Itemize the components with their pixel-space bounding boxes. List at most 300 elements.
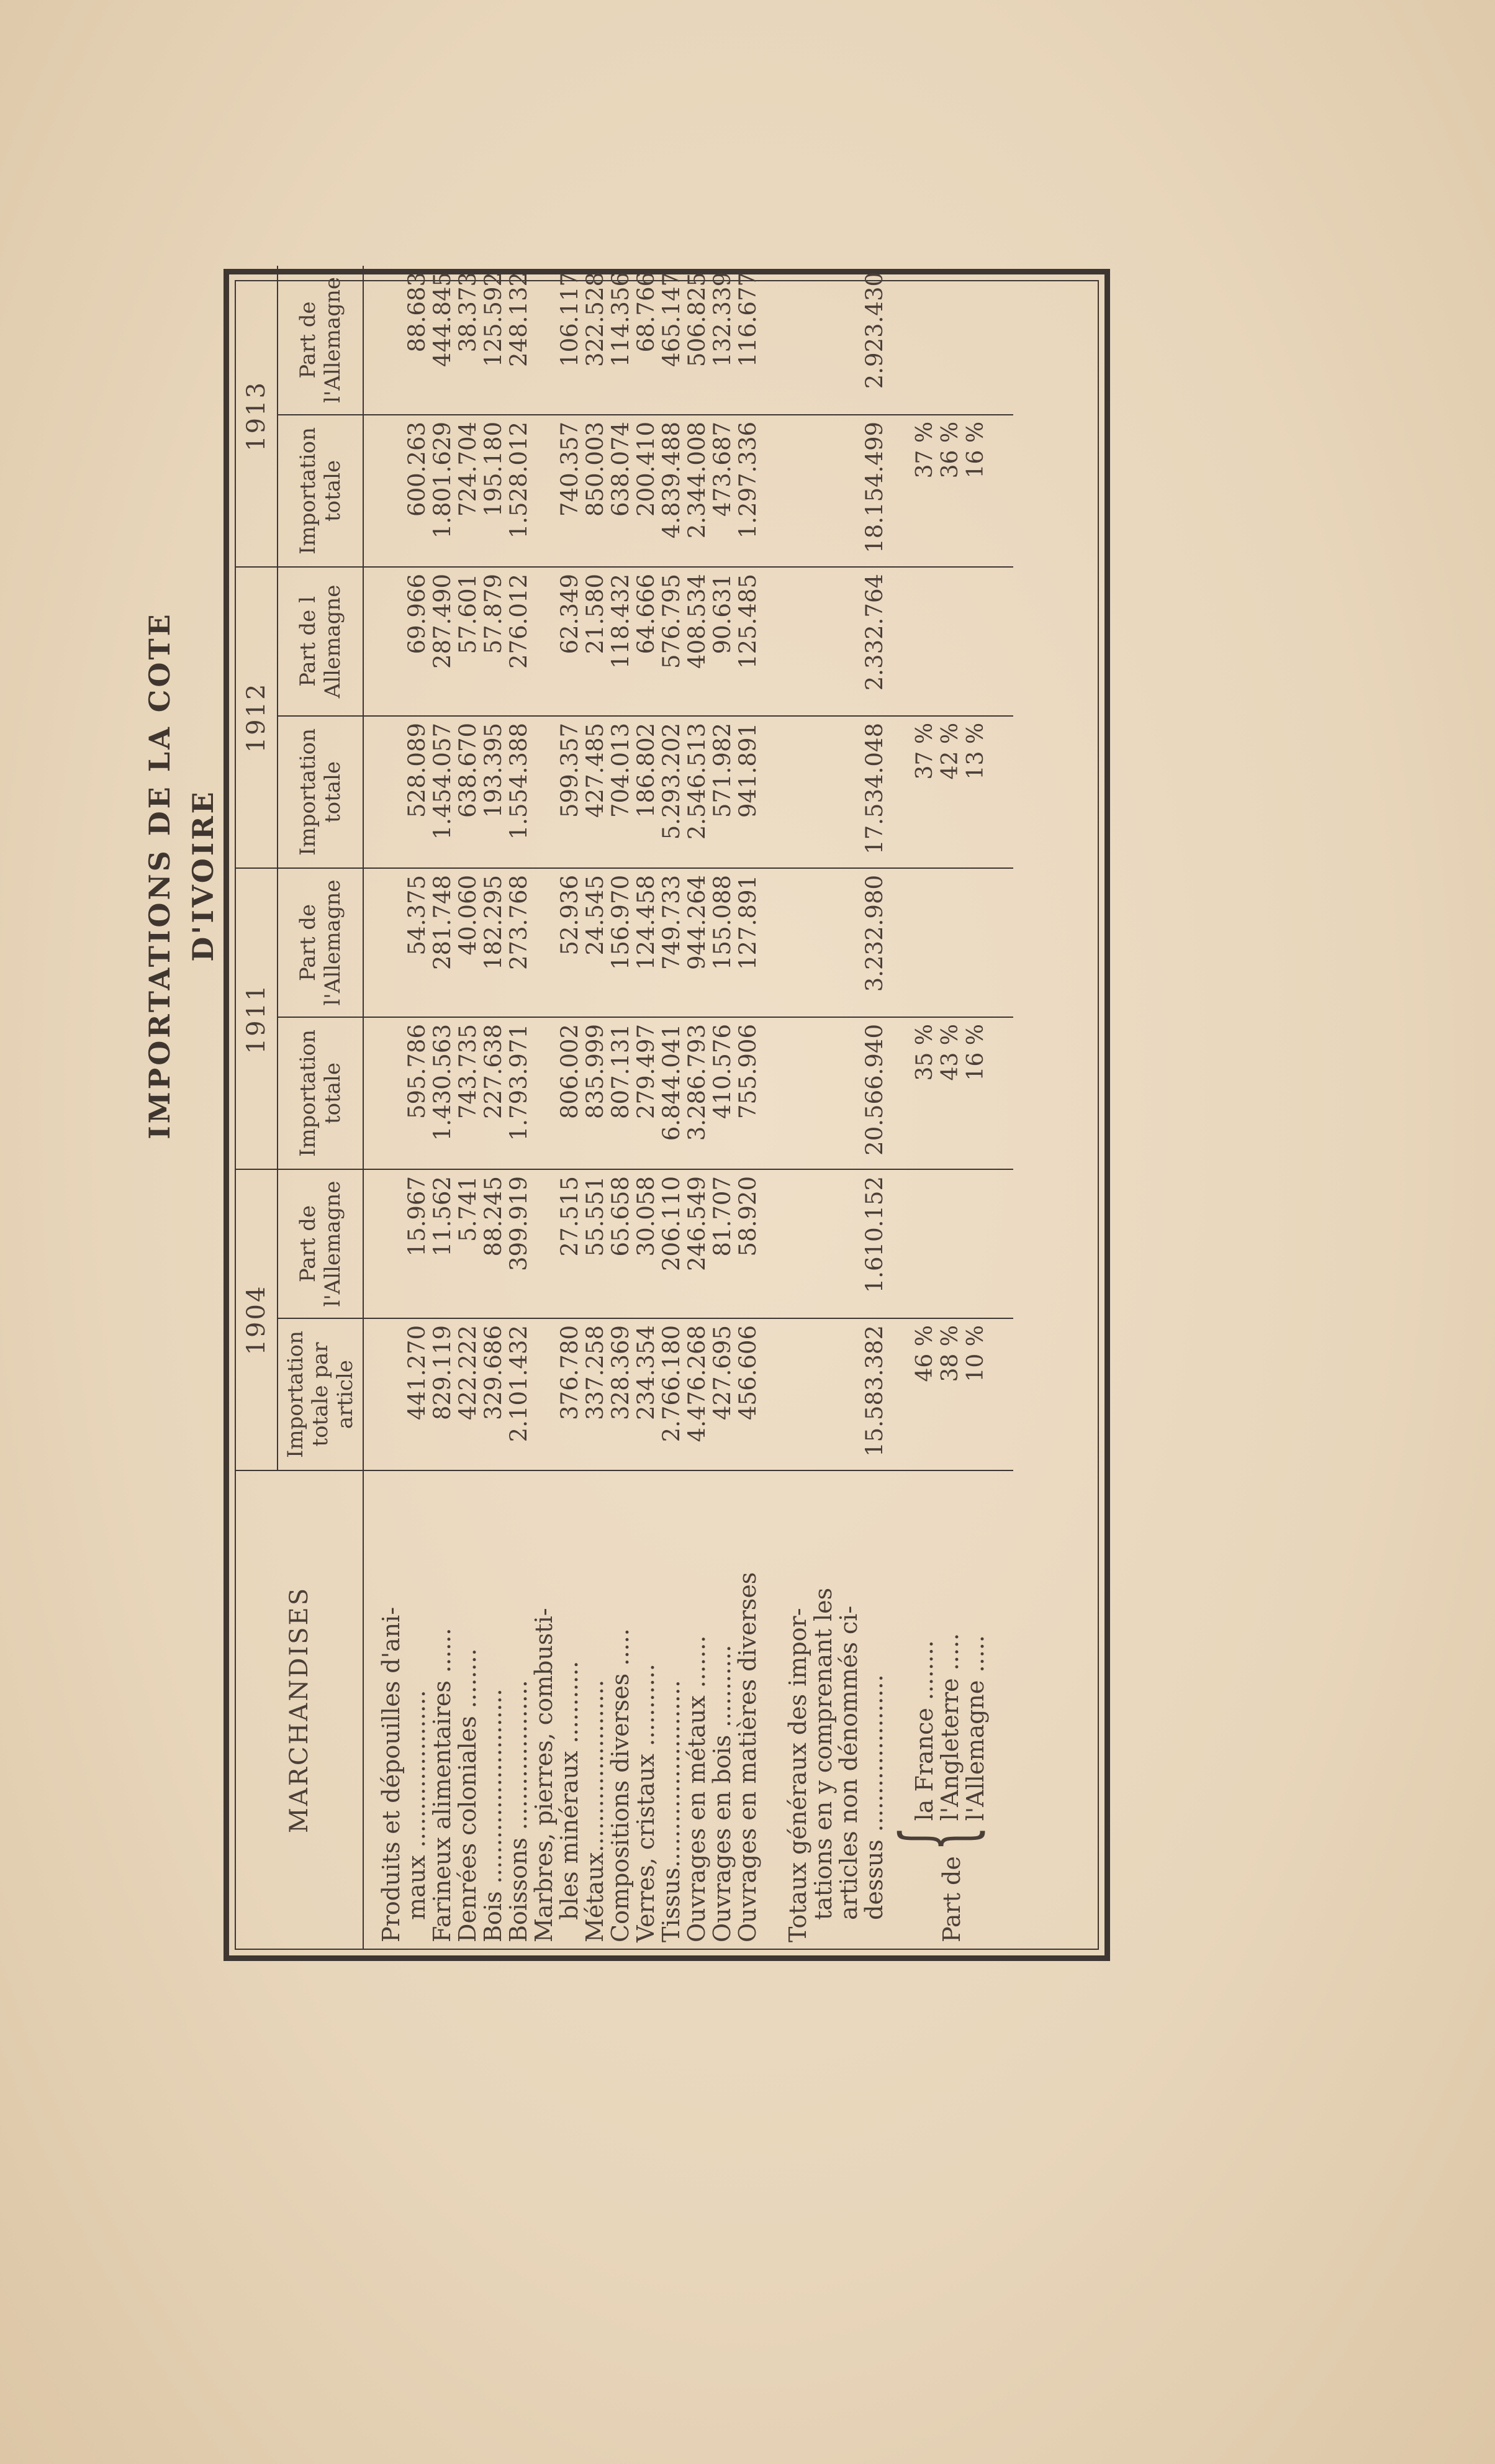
cell-value-text: 1.297.336 <box>734 421 761 539</box>
cell-value <box>659 567 684 716</box>
cell-value-text: 127.891 <box>734 874 761 970</box>
part-de-list <box>912 1633 988 1821</box>
gap-cell <box>761 415 785 567</box>
cell-value-text: 427.485 <box>582 722 608 818</box>
header-part-1913: Part de l'Allemagne <box>278 266 363 415</box>
cell-value-text: 595.786 <box>404 1023 430 1119</box>
row-label-text: Denrées coloniales ........ <box>454 1648 481 1942</box>
gap-cell <box>761 266 785 415</box>
gap-cell <box>761 1169 785 1318</box>
cell-value-text: 279.497 <box>633 1023 659 1119</box>
cell-value-text: 444.845 <box>429 271 456 367</box>
cell-value <box>582 415 608 567</box>
row-label <box>684 1470 710 1949</box>
row-label <box>531 1470 582 1949</box>
cell-value <box>481 266 506 415</box>
cell-value <box>455 567 481 716</box>
table-row <box>633 266 659 1949</box>
row-label <box>506 1470 531 1949</box>
totals-label-line: Totaux généraux des impor- <box>784 1608 811 1942</box>
cell-value-text: 281.748 <box>429 874 456 970</box>
cell-value <box>582 266 608 415</box>
row-label <box>582 1470 608 1949</box>
table-row <box>379 266 430 1949</box>
cell-value-text: 755.906 <box>734 1023 761 1119</box>
row-label <box>633 1470 659 1949</box>
part-country-allemagne: l'Allemagne ..... <box>962 1635 989 1821</box>
cell-value <box>735 415 761 567</box>
cell-value <box>735 1017 761 1169</box>
row-label-text: Verres, cristaux ........... <box>632 1664 659 1942</box>
cell-value-text: 116.677 <box>734 271 761 367</box>
cell-value-text: 2.766.180 <box>658 1325 685 1443</box>
part-de-row <box>912 266 1013 1949</box>
gap-row <box>887 266 912 1949</box>
cell-value <box>735 1318 761 1470</box>
totals-value-text: 2.332.764 <box>861 573 888 691</box>
cell-value <box>633 266 659 415</box>
cell-value <box>455 266 481 415</box>
part-pct-value: 36 % <box>937 421 963 479</box>
totals-value-text: 2.923.430 <box>861 271 888 389</box>
cell-value <box>430 1017 455 1169</box>
cell-value <box>633 868 659 1017</box>
table-row <box>710 266 735 1949</box>
cell-value-text: 376.780 <box>556 1325 583 1421</box>
cell-value <box>608 868 633 1017</box>
cell-value-text: 118.432 <box>607 573 634 669</box>
row-label-text: Produits et dépouilles d'ani- <box>377 1606 405 1942</box>
row-label <box>481 1470 506 1949</box>
cell-value-text: 465.147 <box>658 271 685 367</box>
cell-value-text: 65.658 <box>607 1175 634 1257</box>
cell-value-text: 4.476.268 <box>684 1325 710 1443</box>
cell-value-text: 3.286.793 <box>684 1023 710 1141</box>
cell-value <box>582 567 608 716</box>
row-label-text: Ouvrages en bois ........... <box>708 1644 736 1942</box>
cell-value-text: 576.795 <box>658 573 685 669</box>
page-title: IMPORTATIONS DE LA COTE D'IVOIRE <box>143 612 220 1139</box>
cell-value-text: 329.686 <box>480 1325 507 1421</box>
cell-value-text: 4.839.488 <box>658 421 685 539</box>
cell-value <box>659 1318 684 1470</box>
header-year-1913: 1913 <box>236 266 278 567</box>
cell-value <box>531 1017 582 1169</box>
table-row <box>506 266 531 1949</box>
cell-value-text: 125.592 <box>480 271 507 367</box>
part-pct-value: 38 % <box>937 1325 963 1382</box>
totals-value <box>785 415 887 567</box>
cell-value-text: 456.606 <box>734 1325 761 1421</box>
cell-value <box>582 1169 608 1318</box>
cell-value-text: 62.349 <box>556 573 583 654</box>
cell-value-text: 206.110 <box>658 1175 685 1271</box>
cell-value-text: 58.920 <box>734 1175 761 1257</box>
table-row <box>659 266 684 1949</box>
totals-value <box>785 266 887 415</box>
cell-value-text: 328.369 <box>607 1325 634 1421</box>
cell-value-text: 427.695 <box>709 1325 736 1421</box>
cell-value-text: 599.357 <box>556 722 583 818</box>
cell-value <box>506 1017 531 1169</box>
cell-value <box>506 266 531 415</box>
cell-value-text: 410.576 <box>709 1023 736 1119</box>
totals-value <box>785 1318 887 1470</box>
cell-value-text: 114.356 <box>607 271 634 367</box>
cell-value <box>710 868 735 1017</box>
cell-value-text: 1.793.971 <box>505 1023 532 1141</box>
cell-value <box>506 567 531 716</box>
cell-value-text: 68.766 <box>633 271 659 353</box>
cell-value <box>430 1169 455 1318</box>
row-label <box>455 1470 481 1949</box>
cell-value <box>710 266 735 415</box>
table-row <box>455 266 481 1949</box>
totals-value <box>785 868 887 1017</box>
cell-value-text: 276.012 <box>505 573 532 669</box>
cell-value <box>455 1169 481 1318</box>
cell-value-text: 807.131 <box>607 1023 634 1119</box>
cell-value-text: 57.601 <box>454 573 481 654</box>
part-country-france: la France ........ <box>911 1640 938 1821</box>
gap-cell <box>887 868 912 1017</box>
cell-value-text: 132.339 <box>709 271 736 367</box>
header-importation-1911: Importation totale <box>278 1017 363 1169</box>
cell-value <box>430 868 455 1017</box>
cell-value <box>430 266 455 415</box>
table-row <box>735 266 761 1949</box>
cell-value-text: 156.970 <box>607 874 634 970</box>
cell-value <box>608 567 633 716</box>
row-label-text: Farineux alimentaires ...... <box>428 1628 456 1942</box>
cell-value <box>481 415 506 567</box>
gap-cell <box>761 1017 785 1169</box>
table-row <box>582 266 608 1949</box>
header-importation-1912: Importation totale <box>278 716 363 868</box>
gap-cell <box>761 1470 785 1949</box>
part-de-wrap <box>883 1477 993 1942</box>
gap-cell <box>887 1470 912 1949</box>
cell-value <box>379 415 430 567</box>
cell-value <box>379 266 430 415</box>
header-year-1904: 1904 <box>236 1169 278 1470</box>
gap-cell <box>887 266 912 415</box>
cell-value-text: 806.002 <box>556 1023 583 1119</box>
cell-value <box>379 868 430 1017</box>
totals-value <box>785 1017 887 1169</box>
cell-value <box>506 1169 531 1318</box>
cell-value-text: 273.768 <box>505 874 532 970</box>
cell-value-text: 246.549 <box>684 1175 710 1271</box>
cell-value <box>659 868 684 1017</box>
cell-value-text: 337.258 <box>582 1325 608 1421</box>
totals-value-text: 15.583.382 <box>861 1325 888 1457</box>
header-part-1912: Part de l Allemagne <box>278 567 363 716</box>
cell-value <box>582 1017 608 1169</box>
cell-value-text: 287.490 <box>429 573 456 669</box>
cell-value <box>684 1318 710 1470</box>
row-label-text: Marbres, pierres, combusti- <box>530 1608 558 1942</box>
cell-value-text: 528.089 <box>404 722 430 818</box>
gap-cell <box>761 716 785 868</box>
totals-value-text: 18.154.499 <box>861 421 888 553</box>
cell-value-text: 248.132 <box>505 271 532 367</box>
cell-value <box>481 868 506 1017</box>
row-label <box>659 1470 684 1949</box>
gap-cell <box>761 868 785 1017</box>
cell-value-text: 850.003 <box>582 421 608 517</box>
cell-value <box>684 1017 710 1169</box>
gap-cell <box>761 567 785 716</box>
gap-cell <box>887 1169 912 1318</box>
cell-value-text: 186.802 <box>633 722 659 818</box>
header-importation-1913: Importation totale <box>278 415 363 567</box>
cell-value <box>633 1318 659 1470</box>
cell-value <box>710 1017 735 1169</box>
cell-value <box>608 1017 633 1169</box>
table-row <box>608 266 633 1949</box>
cell-value <box>481 1017 506 1169</box>
part-pct-value: 10 % <box>963 1325 988 1382</box>
cell-value-text: 88.683 <box>404 271 430 353</box>
cell-value <box>608 266 633 415</box>
cell-value <box>379 1017 430 1169</box>
row-label <box>379 1470 430 1949</box>
row-label-text: Boissons .................... <box>505 1680 532 1942</box>
cell-value-text: 38.373 <box>454 271 481 353</box>
gap-row <box>761 266 785 1949</box>
part-pct-cell <box>912 1318 1013 1470</box>
cell-value-text: 571.982 <box>709 722 736 818</box>
part-de-text: Part de <box>938 1856 965 1942</box>
cell-value <box>735 266 761 415</box>
part-pct-cell <box>912 716 1013 868</box>
cell-value <box>659 1169 684 1318</box>
part-pct-value: 37 % <box>912 722 937 780</box>
totals-value-text: 3.232.980 <box>861 874 888 992</box>
cell-value-text: 740.357 <box>556 421 583 517</box>
cell-value-text: 1.454.057 <box>429 722 456 840</box>
cell-value-text: 125.485 <box>734 573 761 669</box>
cell-value-text: 473.687 <box>709 421 736 517</box>
cell-value-text: 54.375 <box>404 874 430 956</box>
cell-value-text: 1.430.563 <box>429 1023 456 1141</box>
cell-value <box>430 1318 455 1470</box>
cell-value-text: 55.551 <box>582 1175 608 1257</box>
cell-value-text: 941.891 <box>734 722 761 818</box>
part-pct-cell <box>912 415 1013 567</box>
cell-value <box>455 1318 481 1470</box>
header-year-1911: 1911 <box>236 868 278 1169</box>
part-de-label <box>883 1470 1013 1949</box>
cell-value-text: 1.801.629 <box>429 421 456 539</box>
cell-value <box>455 415 481 567</box>
cell-value-text: 106.117 <box>556 271 583 367</box>
import-table-inner <box>235 271 1099 1950</box>
cell-value <box>710 1318 735 1470</box>
cell-value-text: 6.844.041 <box>658 1023 685 1141</box>
cell-value <box>379 567 430 716</box>
gap-cell <box>887 1318 912 1470</box>
cell-value-text: 155.088 <box>709 874 736 970</box>
cell-value <box>659 415 684 567</box>
cell-value-text: 64.666 <box>633 573 659 654</box>
cell-value <box>379 716 430 868</box>
totals-label-line: tations en y comprenant les <box>810 1587 837 1920</box>
cell-value-text: 69.966 <box>404 573 430 654</box>
cell-value-text: 30.058 <box>633 1175 659 1257</box>
cell-value <box>608 1318 633 1470</box>
row-label-text: Tissus......................... <box>657 1680 685 1942</box>
cell-value-text: 724.704 <box>454 421 481 517</box>
cell-value-text: 57.879 <box>480 573 507 654</box>
totals-label <box>785 1470 887 1949</box>
cell-value-text: 40.060 <box>454 874 481 956</box>
part-pct-value: 13 % <box>963 722 988 780</box>
cell-value <box>735 567 761 716</box>
cell-value-text: 15.967 <box>404 1175 430 1257</box>
cell-value <box>481 716 506 868</box>
cell-value-text: 1.528.012 <box>505 421 532 539</box>
cell-value <box>684 1169 710 1318</box>
row-label-text: Métaux....................... <box>581 1679 608 1942</box>
cell-value <box>608 415 633 567</box>
table-row <box>531 266 582 1949</box>
cell-value-text: 638.074 <box>607 421 634 517</box>
cell-value <box>531 716 582 868</box>
cell-value <box>710 415 735 567</box>
totals-label-line: articles non dénommés ci- <box>835 1605 862 1920</box>
part-country-angleterre: l'Angleterre ..... <box>936 1633 964 1821</box>
cell-value-text: 88.245 <box>480 1175 507 1257</box>
cell-value <box>684 567 710 716</box>
cell-value <box>633 1169 659 1318</box>
cell-value <box>481 1169 506 1318</box>
cell-value <box>608 1169 633 1318</box>
header-marchandises: MARCHANDISES <box>236 1470 363 1949</box>
cell-value-text: 90.631 <box>709 573 736 654</box>
cell-value <box>659 1017 684 1169</box>
cell-value-text: 743.735 <box>454 1023 481 1119</box>
cell-value-text: 5.293.202 <box>658 722 685 840</box>
cell-value <box>455 1017 481 1169</box>
table-row <box>430 266 455 1949</box>
cell-value-text: 422.222 <box>454 1325 481 1421</box>
cell-value-text: 506.825 <box>684 271 710 367</box>
part-pct-cell <box>912 1017 1013 1169</box>
header-importation-1904: Importation totale par article <box>278 1318 363 1470</box>
row-label-text: Ouvrages en matières diverses <box>734 1572 761 1942</box>
cell-value <box>684 266 710 415</box>
cell-value <box>506 415 531 567</box>
totals-label-line: dessus ..................... <box>860 1674 888 1920</box>
row-label-text: Compositions diverses ..... <box>607 1628 634 1942</box>
cell-value <box>379 1318 430 1470</box>
cell-value <box>710 1169 735 1318</box>
cell-value <box>582 1318 608 1470</box>
row-label-text: Ouvrages en métaux ....... <box>683 1635 710 1942</box>
cell-value <box>506 716 531 868</box>
cell-value <box>659 716 684 868</box>
cell-value-text: 200.410 <box>633 421 659 517</box>
header-part-1904: Part de l'Allemagne <box>278 1169 363 1318</box>
cell-value <box>582 868 608 1017</box>
cell-value <box>531 868 582 1017</box>
cell-value <box>455 716 481 868</box>
brace-icon: { <box>883 1826 993 1852</box>
cell-value <box>531 567 582 716</box>
row-label-continuation: bles minéraux ........... <box>556 1660 583 1920</box>
cell-value-text: 52.936 <box>556 874 583 956</box>
row-label-text: Bois .......................... <box>479 1688 507 1942</box>
totals-value <box>785 1169 887 1318</box>
cell-value-text: 81.707 <box>709 1175 736 1257</box>
row-label <box>430 1470 455 1949</box>
totals-value-text: 1.610.152 <box>861 1175 888 1293</box>
cell-value <box>608 716 633 868</box>
totals-value <box>785 716 887 868</box>
cell-value <box>506 1318 531 1470</box>
part-pct-value: 42 % <box>937 722 963 780</box>
table-row <box>684 266 710 1949</box>
part-pct-cell <box>912 266 1013 415</box>
part-pct-value: 16 % <box>963 421 988 479</box>
table-body <box>363 266 1013 1949</box>
cell-value <box>710 716 735 868</box>
cell-value <box>455 868 481 1017</box>
part-pct-value: 43 % <box>937 1023 963 1081</box>
cell-value-text: 11.562 <box>429 1175 456 1257</box>
gap-cell <box>761 1318 785 1470</box>
cell-value <box>735 868 761 1017</box>
part-pct-cell <box>912 567 1013 716</box>
gap-cell <box>887 716 912 868</box>
import-table <box>236 266 1013 1949</box>
cell-value <box>735 1169 761 1318</box>
cell-value-text: 5.741 <box>454 1175 481 1242</box>
cell-value <box>430 567 455 716</box>
import-table-frame <box>224 269 1110 1961</box>
row-label <box>710 1470 735 1949</box>
cell-value-text: 2.344.008 <box>684 421 710 539</box>
cell-value <box>481 1318 506 1470</box>
cell-value <box>531 415 582 567</box>
cell-value <box>531 266 582 415</box>
part-pct-cell <box>912 1169 1013 1318</box>
row-label <box>608 1470 633 1949</box>
cell-value-text: 1.554.388 <box>505 722 532 840</box>
cell-value-text: 21.580 <box>582 573 608 654</box>
totals-value-text: 17.534.048 <box>861 722 888 854</box>
cell-value <box>531 1318 582 1470</box>
row-label-continuation: maux ..................... <box>403 1690 430 1920</box>
cell-value <box>633 567 659 716</box>
cell-value-text: 24.545 <box>582 874 608 956</box>
cell-value <box>684 415 710 567</box>
row-label <box>735 1470 761 1949</box>
part-pct-value: 16 % <box>963 1023 988 1081</box>
cell-value-text: 2.546.513 <box>684 722 710 840</box>
cell-value-text: 749.733 <box>658 874 685 970</box>
cell-value <box>710 567 735 716</box>
cell-value <box>684 716 710 868</box>
cell-value-text: 124.458 <box>633 874 659 970</box>
cell-value-text: 227.638 <box>480 1023 507 1119</box>
cell-value <box>430 415 455 567</box>
part-pct-cell <box>912 868 1013 1017</box>
totals-value <box>785 567 887 716</box>
gap-cell <box>887 567 912 716</box>
